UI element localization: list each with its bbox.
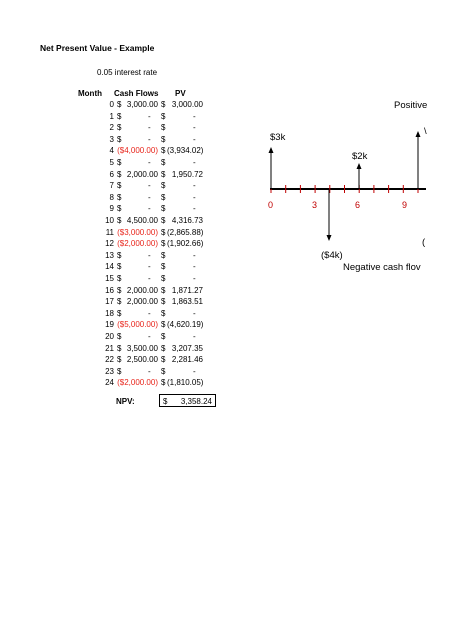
- pv-currency: $: [161, 111, 166, 121]
- pv-value: 1,863.51: [171, 297, 203, 307]
- positive-label: Positive: [394, 100, 428, 111]
- pv-currency: $: [161, 158, 166, 167]
- cash-flow-currency: $: [117, 262, 122, 272]
- pv-currency: $: [161, 146, 166, 156]
- pv-currency: $: [161, 366, 166, 376]
- month-cell: 0: [109, 100, 114, 109]
- pv-currency: $: [161, 343, 166, 353]
- month-cell: 7: [109, 181, 114, 191]
- cash-flow-value: 2,000.00: [126, 285, 158, 295]
- cash-flow-value: -: [148, 274, 151, 283]
- arrow-2k-head: [357, 163, 362, 169]
- cash-flow-value: -: [148, 111, 151, 121]
- cash-flow-currency: $: [117, 366, 122, 376]
- pv-currency: $: [161, 355, 166, 365]
- pv-currency: $: [161, 181, 166, 191]
- cash-flow-currency: $: [117, 169, 122, 179]
- clipped-label-top-right: \: [424, 126, 427, 137]
- label-2k: $2k: [352, 151, 368, 162]
- month-cell: 24: [105, 378, 114, 388]
- label-3k: $3k: [270, 132, 286, 143]
- cash-flow-currency: $: [117, 158, 122, 167]
- pv-value: -: [193, 250, 196, 260]
- month-cell: 16: [105, 285, 114, 295]
- interest-rate-text: 0.05 interest rate: [97, 68, 158, 77]
- cash-flow-value: 4,500.00: [126, 216, 158, 225]
- pv-value: -: [193, 181, 196, 191]
- pv-value: -: [193, 332, 196, 341]
- cash-flow-value: -: [148, 158, 151, 167]
- cash-flow-value: 2,000.00: [126, 297, 158, 307]
- pv-currency: $: [161, 297, 166, 307]
- cash-flow-currency: $: [117, 355, 122, 365]
- pv-currency: $: [161, 308, 166, 318]
- pv-currency: $: [161, 216, 166, 225]
- cash-flow-value: -: [148, 332, 151, 341]
- pv-currency: $: [161, 227, 166, 237]
- cash-flow-value: -: [148, 192, 151, 202]
- pv-value: 1,950.72: [171, 169, 203, 179]
- month-cell: 21: [105, 343, 114, 353]
- pv-currency: $: [161, 262, 166, 272]
- month-cell: 9: [109, 204, 114, 214]
- pv-currency: $: [161, 250, 166, 260]
- cash-flow-currency: $: [117, 192, 122, 202]
- negative-cash-flow-label: Negative cash flov: [343, 262, 421, 273]
- month-cell: 8: [109, 192, 114, 202]
- pv-value: -: [193, 262, 196, 272]
- cash-flow-currency: $: [117, 297, 122, 307]
- cash-flow-value: 2,500.00: [126, 355, 158, 365]
- pv-value: -: [193, 111, 196, 121]
- month-cell: 15: [105, 274, 114, 283]
- npv-label: NPV:: [116, 397, 135, 406]
- cash-flow-value: -: [148, 123, 151, 133]
- clipped-label-mid-right: (: [422, 237, 426, 248]
- cash-flow-currency: $: [117, 123, 122, 133]
- month-cell: 20: [105, 332, 114, 341]
- month-cell: 10: [105, 216, 114, 225]
- pv-value: -: [193, 158, 196, 167]
- month-column-header: Month: [78, 89, 102, 98]
- arrow-neg4k-head: [327, 235, 332, 241]
- pv-value: -: [193, 123, 196, 133]
- pv-currency: $: [161, 285, 166, 295]
- cash-flow-value: 3,500.00: [126, 343, 158, 353]
- cash-flow-value: -: [148, 262, 151, 272]
- label-neg4k: ($4k): [321, 250, 343, 261]
- cash-flow-value: ($2,000.00): [117, 239, 158, 249]
- cash-flow-currency: $: [117, 134, 122, 144]
- pv-value: (1,810.05): [167, 378, 204, 388]
- pv-currency: $: [161, 134, 166, 144]
- pv-value: (2,865.88): [167, 227, 204, 237]
- cash-flow-value: -: [148, 204, 151, 214]
- month-cell: 13: [105, 250, 114, 260]
- cash-flow-value: 2,000.00: [126, 169, 158, 179]
- tick-label: 6: [355, 200, 361, 210]
- pv-value: 2,281.46: [171, 355, 203, 365]
- month-cell: 23: [105, 366, 114, 376]
- timeline-tick-labels: [268, 200, 407, 210]
- cash-flow-currency: $: [117, 308, 122, 318]
- pv-currency: $: [161, 192, 166, 202]
- pv-currency: $: [161, 123, 166, 133]
- cash-flow-currency: $: [117, 216, 122, 225]
- month-cell: 6: [109, 169, 114, 179]
- month-cell: 12: [105, 239, 114, 249]
- pv-value: (3,934.02): [167, 146, 204, 156]
- cash-flow-currency: $: [117, 285, 122, 295]
- month-cell: 14: [105, 262, 114, 272]
- cash-flow-currency: $: [117, 274, 122, 283]
- pv-value: 4,316.73: [171, 216, 203, 225]
- arrow-3k-head: [269, 147, 274, 153]
- month-cell: 2: [109, 123, 114, 133]
- cash-flow-value: -: [148, 250, 151, 260]
- pv-value: -: [193, 204, 196, 214]
- cash-flow-currency: $: [117, 204, 122, 214]
- pv-value: (1,902.66): [167, 239, 204, 249]
- pv-value: -: [193, 274, 196, 283]
- pv-currency: $: [161, 100, 166, 109]
- pv-value: (4,620.19): [167, 320, 204, 330]
- cash-flow-currency: $: [117, 332, 122, 341]
- pv-currency: $: [161, 320, 166, 330]
- pv-currency: $: [161, 332, 166, 341]
- month-cell: 19: [105, 320, 114, 330]
- tick-label: 9: [402, 200, 408, 210]
- npv-currency-symbol: $: [163, 397, 168, 406]
- pv-currency: $: [161, 378, 166, 388]
- month-cell: 18: [105, 308, 114, 318]
- cash-flow-currency: $: [117, 250, 122, 260]
- month-cell: 11: [105, 227, 114, 237]
- pv-value: 3,207.35: [171, 343, 203, 353]
- pv-currency: $: [161, 274, 166, 283]
- cash-flow-value: -: [148, 366, 151, 376]
- pv-currency: $: [161, 239, 166, 249]
- pv-column-header: PV: [175, 89, 186, 98]
- cash-flow-value: -: [148, 308, 151, 318]
- month-cell: 17: [105, 297, 114, 307]
- month-cell: 5: [109, 158, 114, 167]
- cash-flow-value: ($5,000.00): [117, 320, 158, 330]
- page-title: Net Present Value - Example: [40, 43, 155, 53]
- cash-flow-currency: $: [117, 181, 122, 191]
- pv-value: -: [193, 366, 196, 376]
- pv-value: 3,000.00: [171, 100, 203, 109]
- cash-flow-value: ($3,000.00): [117, 227, 158, 237]
- month-cell: 4: [109, 146, 114, 156]
- pv-value: -: [193, 192, 196, 202]
- pv-currency: $: [161, 204, 166, 214]
- cash-flow-currency: $: [117, 111, 122, 121]
- month-cell: 1: [109, 111, 114, 121]
- cash-flow-currency: $: [117, 100, 122, 109]
- month-cell: 3: [109, 134, 114, 144]
- npv-value: 3,358.24: [180, 397, 212, 406]
- cash-flow-value: 3,000.00: [126, 100, 158, 109]
- cash-flow-value: ($2,000.00): [117, 378, 158, 388]
- pv-currency: $: [161, 169, 166, 179]
- cash-flow-currency: $: [117, 343, 122, 353]
- cash-flows-column-header: Cash Flows: [114, 89, 159, 98]
- month-cell: 22: [105, 355, 114, 365]
- cash-flow-value: ($4,000.00): [117, 146, 158, 156]
- arrow-right-head: [416, 131, 421, 137]
- pv-value: 1,871.27: [171, 285, 203, 295]
- tick-label: 3: [312, 200, 318, 210]
- tick-label: 0: [268, 200, 274, 210]
- cash-flow-value: -: [148, 134, 151, 144]
- pv-value: -: [193, 308, 196, 318]
- pv-value: -: [193, 134, 196, 144]
- cash-flow-value: -: [148, 181, 151, 191]
